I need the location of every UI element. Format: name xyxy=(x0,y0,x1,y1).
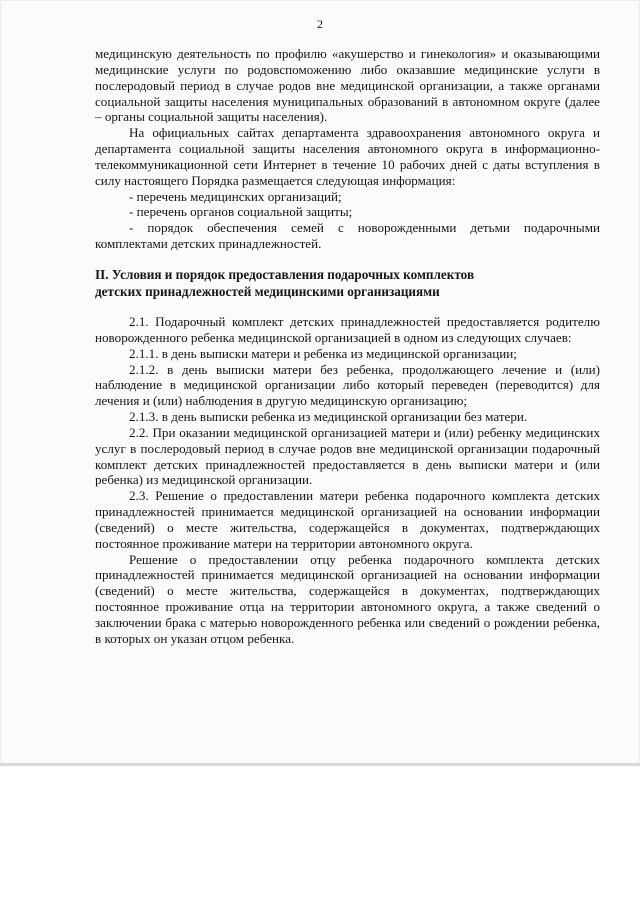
paragraph-2-1-3: 2.1.3. в день выписки ребенка из медицинской организации без матери. xyxy=(129,409,528,425)
info-list-item: - порядок обеспечения семей с новорожденными детьми подарочными комплектами детских принадлежностей. xyxy=(95,220,600,252)
continuation-paragraph: медицинскую деятельность по профилю «акушерство и гинекология» и оказывающими медицинские услуги по родовспоможению либо оказавшие медицинские услуги в послеродовый период в случае родов вне медицинской организации, а также органами социальной защиты населения муниципальных образований в автономном округе (далее – органы социальной защиты населения). xyxy=(95,46,600,125)
paragraph-2-2: 2.2. При оказании медицинской организацией матери и (или) ребенку медицинских услуг в послеродовый период в случае родов вне медицинской организации подарочный комплект детских принадлежностей предоставляется в день выписки матери и (или ребенка) из медицинской организации. xyxy=(95,424,600,488)
paragraph-2-1: 2.1. Подарочный комплект детских принадлежностей предоставляется родителю новорожденного ребенка медицинской организацией в одном из следующих случаев: xyxy=(95,313,600,345)
paragraph-2-1-2: 2.1.2. в день выписки матери без ребенка, продолжающего лечение и (или) наблюдение в медицинской организации либо который переведен (переводится) для лечения и (или) наблюдения в другую медицинскую организацию; xyxy=(95,361,600,409)
section-heading-line: II. Условия и порядок предоставления подарочных комплектов xyxy=(95,266,475,282)
scan-bottom-edge xyxy=(0,763,640,766)
paragraph-2-1-1: 2.1.1. в день выписки матери и ребенка из медицинской организации; xyxy=(129,345,517,361)
paragraph-2-3: 2.3. Решение о предоставлении матери ребенка подарочного комплекта детских принадлежностей принимается медицинской организацией на основании информации (сведений) о месте жительства, содержащейся в документах, подтверждающих постоянное проживание матери на территории автономного округа. xyxy=(95,488,600,551)
paragraph-father-decision: Решение о предоставлении отцу ребенка подарочного комплекта детских принадлежностей принимается медицинской организацией на основании информации (сведений) о месте жительства, содержащейся в документах, подтверждающих постоянное проживание отца на территории автономного округа, а также сведений о заключении брака с матерью новорожденного ребенка или сведений о рождении ребенка, в которых он указан отцом ребенка. xyxy=(95,551,600,646)
section-heading xyxy=(95,266,600,300)
info-list-item: - перечень органов социальной защиты; xyxy=(129,204,353,220)
info-list-item: - перечень медицинских организаций; xyxy=(129,188,342,204)
page-number: 2 xyxy=(317,17,323,31)
info-intro-paragraph: На официальных сайтах департамента здравоохранения автономного округа и департамента социальной защиты населения автономного округа в информационно-телекоммуникационной сети Интернет в течение 10 рабочих дней с даты вступления в силу настоящего Порядка размещается следующая информация: xyxy=(95,125,600,188)
document-body xyxy=(95,46,600,647)
section-heading-line: детских принадлежностей медицинскими организациями xyxy=(95,283,440,299)
